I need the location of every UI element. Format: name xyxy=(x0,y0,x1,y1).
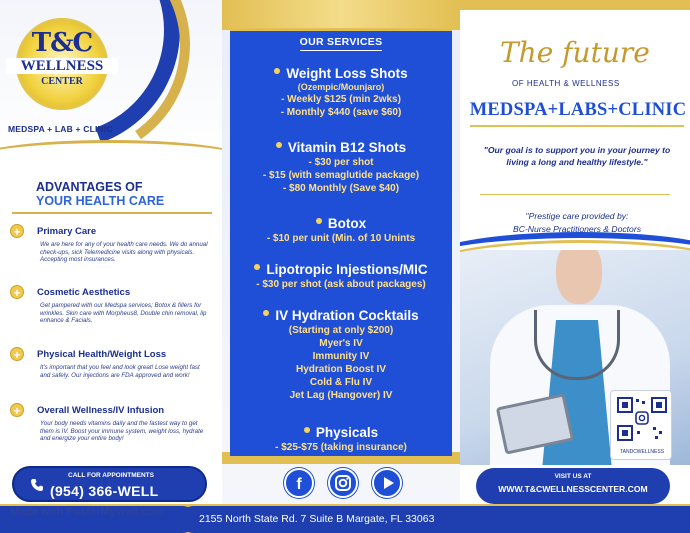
qr-code-icon xyxy=(617,397,667,441)
service-block-title: Vitamin B12 Shots xyxy=(287,140,407,155)
service-block-title: Lipotropic Injestions/MIC xyxy=(266,262,428,277)
service-description: We are here for any of your health care needs. We do annual check-ups, sick Telemedicine visits along with physicals. Accepting most insurances. xyxy=(40,241,208,264)
service-description: Your body needs vitamins daily and the fastest way to get them is IV. Boost your immune system, weight loss, hydrate and energize your entire body! xyxy=(40,420,204,443)
iv-option: Cold & Flu IV xyxy=(309,377,373,388)
call-label: CALL FOR APPOINTMENTS xyxy=(68,472,154,479)
instagram-icon[interactable] xyxy=(328,468,358,498)
iv-option: Myer's IV xyxy=(319,338,363,349)
plus-icon: + xyxy=(10,347,24,361)
facebook-icon[interactable] xyxy=(284,468,314,498)
service-block-subtitle: (Ozempic/Mounjaro) xyxy=(297,82,385,92)
service-iv-infusion xyxy=(10,403,210,443)
bullet-icon xyxy=(304,427,310,433)
service-title: Physical Health/Weight Loss xyxy=(37,348,167,360)
service-title: Overall Wellness/IV Infusion xyxy=(37,404,165,416)
youtube-icon[interactable] xyxy=(372,468,402,498)
services-heading: OUR SERVICES xyxy=(299,36,383,48)
service-block-weight-loss xyxy=(230,66,452,119)
logo-word-center: CENTER xyxy=(41,76,83,87)
website-button[interactable] xyxy=(476,468,670,504)
future-subheading: OF HEALTH & WELLNESS xyxy=(512,79,620,88)
divider xyxy=(300,50,382,51)
right-panel xyxy=(460,0,690,533)
service-block-title: IV Hydration Cocktails xyxy=(275,308,419,323)
left-tagline: MEDSPA + LAB + CLINIC xyxy=(8,124,113,134)
prestige-line1: "Prestige care provided by: xyxy=(525,211,629,221)
service-primary-care xyxy=(10,224,210,264)
iv-option: Hydration Boost IV xyxy=(295,364,386,375)
service-block-physicals xyxy=(230,425,452,454)
prestige-line2: BC-Nurse Practitioners & Doctors xyxy=(513,224,641,234)
social-links xyxy=(284,466,404,502)
service-block-botox xyxy=(230,216,452,245)
address: 2155 North State Rd. 7 Suite B Margate, FL 33063 xyxy=(199,513,435,525)
bullet-icon xyxy=(263,310,269,316)
website-url[interactable]: WWW.T&CWELLNESSCENTER.COM xyxy=(498,484,648,494)
services-panel xyxy=(222,0,460,533)
svg-text:f: f xyxy=(296,476,302,493)
plus-icon: + xyxy=(10,403,24,417)
bullet-icon xyxy=(316,218,322,224)
medspa-headline: MEDSPA+LABS+CLINIC xyxy=(469,100,687,120)
price-line: - $10 per unit (Min. of 10 Unints xyxy=(266,233,416,244)
advantages-title-line2: YOUR HEALTH CARE xyxy=(36,194,165,208)
goal-statement: "Our goal is to support you in your journey to living a long and healthy lifestyle." xyxy=(483,145,671,167)
instagram-qr-card[interactable] xyxy=(610,390,672,460)
service-block-title: Weight Loss Shots xyxy=(286,66,408,81)
service-block-b12 xyxy=(230,140,452,195)
service-weight-loss xyxy=(10,347,210,379)
price-line: - $30 per shot xyxy=(308,157,374,168)
logo-word-wellness: WELLNESS xyxy=(6,58,118,74)
plus-icon: + xyxy=(10,224,24,238)
plus-icon: + xyxy=(10,285,24,299)
watermark: Made with PosterMyWall.com xyxy=(10,506,164,518)
service-title: Primary Care xyxy=(37,225,97,237)
service-description: It's important that you feel and look great! Lose weight fast and safely. Our injections are FDA approved and work! xyxy=(40,364,200,379)
service-block-title: Physicals xyxy=(315,425,379,440)
service-description: Get pampered with our Medspa services; Botox & fillers for wrinkles. Skin care with Morpheus8, Double chin removal, lip enhance & Facials. xyxy=(40,302,207,325)
divider xyxy=(470,125,684,127)
iv-option: Jet Lag (Hangover) IV xyxy=(289,390,393,401)
left-panel xyxy=(0,0,222,533)
advantages-title-line1: ADVANTAGES OF xyxy=(36,180,143,194)
phone-icon xyxy=(30,478,44,492)
service-block-lipotropic xyxy=(230,262,452,291)
service-block-subtitle: (Starting at only $200) xyxy=(288,325,394,336)
logo-monogram: T&C xyxy=(31,28,93,58)
price-line: - $80 Monthly (Save $40) xyxy=(282,183,400,194)
future-script-heading: The future xyxy=(500,36,650,69)
price-line: - Monthly $440 (save $60) xyxy=(280,107,402,118)
visit-label: VISIT US AT xyxy=(554,473,592,480)
price-line: - $25-$75 (taking insurance) xyxy=(275,442,407,453)
price-line: - $30 per shot (ask about packages) xyxy=(256,279,426,290)
service-cosmetic-aesthetics xyxy=(10,285,210,325)
service-block-title: Botox xyxy=(327,216,367,231)
bullet-icon xyxy=(274,68,280,74)
price-line: - Weekly $125 (min 2wks) xyxy=(281,94,401,105)
divider xyxy=(480,194,670,195)
phone-number[interactable]: (954) 366-WELL xyxy=(50,483,159,499)
call-appointments-button[interactable] xyxy=(12,466,207,502)
service-block-iv-hydration xyxy=(230,308,452,402)
qr-label: TANDCWELLNESS xyxy=(619,449,665,455)
bullet-icon xyxy=(254,264,260,270)
divider xyxy=(12,212,212,214)
tc-wellness-logo xyxy=(6,14,118,118)
iv-option: Immunity IV xyxy=(312,351,370,362)
price-line: - $15 (with semaglutide package) xyxy=(262,170,420,181)
decorative-wave xyxy=(0,140,222,180)
bullet-icon xyxy=(276,142,282,148)
service-title: Cosmetic Aesthetics xyxy=(37,286,131,298)
